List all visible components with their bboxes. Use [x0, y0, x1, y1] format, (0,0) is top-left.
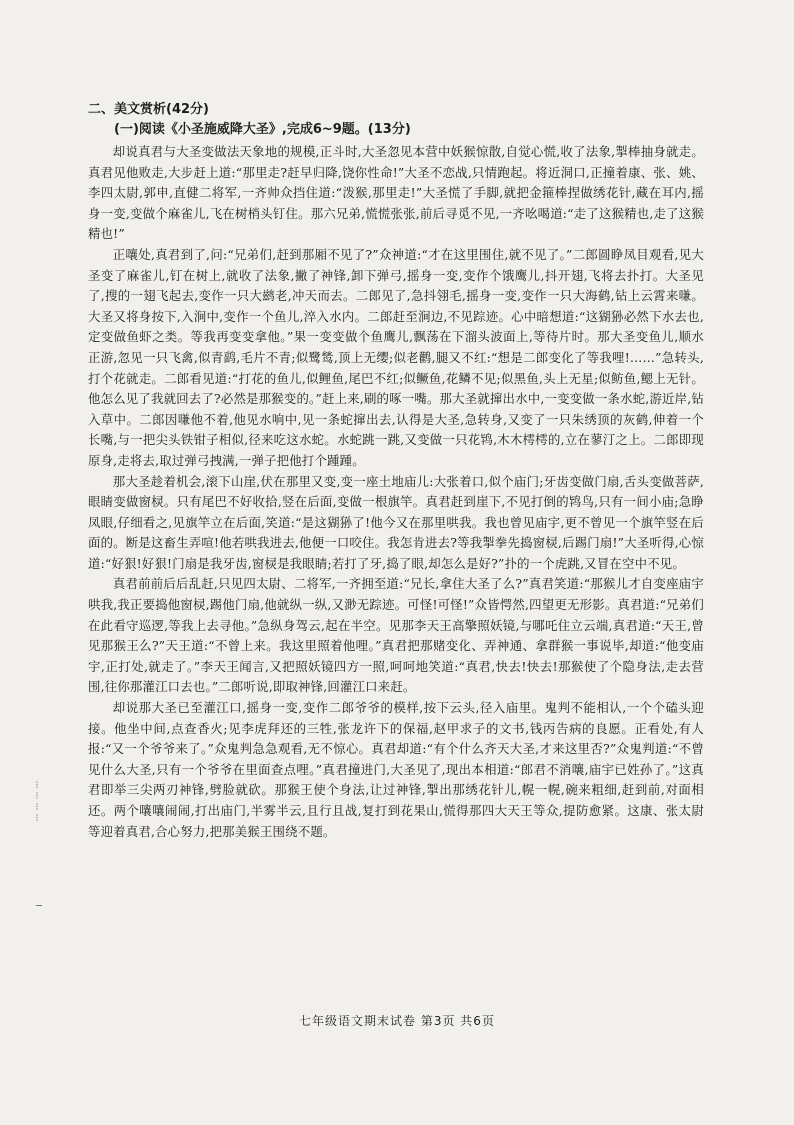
margin-dot-mark: ⁝ [35, 780, 39, 791]
page-footer: 七年级语文期末试卷 第3页 共6页 [299, 1014, 495, 1028]
passage-paragraph-3: 那大圣趁着机会,滚下山崖,伏在那里又变,变一座土地庙儿:大张着口,似个庙门;牙齿变做门扇,舌头变做菩萨,眼睛变做窗棂。只有尾巴不好收拾,竖在后面,变做一根旗竿。真君赶到崖下,不见打倒的鸨鸟,只有一间小庙;急睁凤眼,仔细看之,见旗竿立在后面,笑道:“是这猢狲了!他今又在那里哄我。我也曾见庙宇,更不曾见一个旗竿竖在后面的。断是这畜生弄喧!他若哄我进去,他便一口咬住。我怎肯进去?等我掣拳先捣窗棂,后踢门扇!”大圣听得,心惊道:“好狠!好狠!门扇是我牙齿,窗棂是我眼睛;若打了牙,捣了眼,却怎么是好?”扑的一个虎跳,又冒在空中不见。 [88, 473, 704, 571]
margin-dot-mark: ⁝ [35, 802, 39, 813]
passage-paragraph-1: 却说真君与大圣变做法天象地的规模,正斗时,大圣忽见本营中妖猴惊散,自觉心慌,收了法象,掣棒抽身就走。真君见他败走,大步赶上道:“那里走?赶早归降,饶你性命!”大圣不恋战,只情跑起。将近洞口,正撞着康、张、姚、李四太尉,郭申,直健二将军,一齐帅众挡住道:“泼猴,那里走!”大圣慌了手脚,就把金箍棒捏做绣花针,藏在耳内,摇身一变,变做个麻雀儿,飞在树梢头钉住。那六兄弟,慌慌张张,前后寻觅不见,一齐吆喝道:“走了这猴精也,走了这猴精也!” [88, 144, 704, 242]
binding-margin-marks [30, 780, 44, 890]
margin-dot-mark: ⁝ [35, 813, 39, 824]
passage-paragraph-5: 却说那大圣已至灌江口,摇身一变,变作二郎爷爷的模样,按下云头,径入庙里。鬼判不能相认,一个个磕头迎接。他坐中间,点查香火;见李虎拜还的三牲,张龙许下的保福,赵甲求子的文书,钱丙告病的良愿。正看处,有人报:“又一个爷爷来了。”众鬼判急急观看,无不惊心。真君却道:“有个什么齐天大圣,才来这里否?”众鬼判道:“不曾见什么大圣,只有一个爷爷在里面查点哩。”真君撞进门,大圣见了,现出本相道:“郎君不消嚷,庙宇已姓孙了。”这真君即举三尖两刃神锋,劈脸就砍。那猴王使个身法,让过神锋,掣出那绣花针儿,幌一幌,碗来粗细,赶到前,对面相还。两个嚷嚷闹闹,打出庙门,半雾半云,且行且战,复打到花果山,慌得那四大天王等众,提防愈紧。这康、张太尉等迎着真君,合心努力,把那美猴王围绕不题。 [88, 700, 704, 839]
passage-paragraph-4: 真君前前后后乱赶,只见四太尉、二将军,一齐拥至道:“兄长,拿住大圣了么?”真君笑道:“那猴儿才自变座庙宇哄我,我正要捣他窗棂,踢他门扇,他就纵一纵,又渺无踪迹。可怪!可怪!”众皆愕然,四望更无形影。真君道:“兄弟们在此看守巡逻,等我上去寻他。”急纵身驾云,起在半空。见那李天王高擎照妖镜,与哪吒住立云端,真君道:“天王,曾见那猴王么?”天王道:“不曾上来。我这里照着他哩。”真君把那赌变化、弄神通、拿群猴一事说毕,却道:“他变庙宇,正打处,就走了。”李天王闻言,又把照妖镜四方一照,呵呵地笑道:“真君,快去!快去!那猴使了个隐身法,走去营围,往你那灌江口去也。”二郎听说,即取神锋,回灌江口来赶。 [88, 576, 704, 695]
margin-dot-mark: ⁝ [35, 791, 39, 802]
question-subtitle: (一)阅读《小圣施威降大圣》,完成6~9题。(13分) [114, 122, 411, 137]
margin-tick-mark [36, 905, 42, 906]
section-title: 二、美文赏析(42分) [88, 102, 209, 117]
exam-page [88, 100, 704, 1100]
passage-paragraph-2: 正嚷处,真君到了,问:“兄弟们,赶到那厢不见了?”众神道:“才在这里围住,就不见了。”二郎圆睁凤目观看,见大圣变了麻雀儿,钉在树上,就收了法象,撇了神锋,卸下弹弓,摇身一变,变作个饿鹰儿,抖开翅,飞将去扑打。大圣见了,搜的一翅飞起去,变作一只大鹚老,冲天而去。二郎见了,急抖翎毛,摇身一变,变作一只大海鹤,钻上云霄来嗛。大圣又将身按下,入涧中,变作一个鱼儿,淬入水内。二郎赶至涧边,不见踪迹。心中暗想道:“这猢狲必然下水去也,定变做鱼虾之类。等我再变变拿他。”果一变变做个鱼鹰儿,飘荡在下溜头波面上,等待片时。那大圣变鱼儿,顺水正游,忽见一只飞禽,似青鹞,毛片不青;似鹭鸶,顶上无缨;似老鹳,腿又不红:“想是二郎变化了等我哩!……”急转头,打个花就走。二郎看见道:“打花的鱼儿,似鲤鱼,尾巴不红;似鳜鱼,花鳞不见;似黑鱼,头上无星;似鲂鱼,鳃上无针。他怎么见了我就回去了?必然是那猴变的。”赶上来,刷的啄一嘴。那大圣就撺出水中,一变变做一条水蛇,游近岸,钻入草中。二郎因嗛他不着,他见水响中,见一条蛇撺出去,认得是大圣,急转身,又变了一只朱绣顶的灰鹤,伸着一个长嘴,与一把尖头铁钳子相似,径来吃这水蛇。水蛇跳一跳,又变做一只花鸨,木木樗樗的,立在蓼汀之上。二郎即现原身,走将去,取过弹弓拽满,一弹子把他打个踵踵。 [88, 246, 704, 468]
